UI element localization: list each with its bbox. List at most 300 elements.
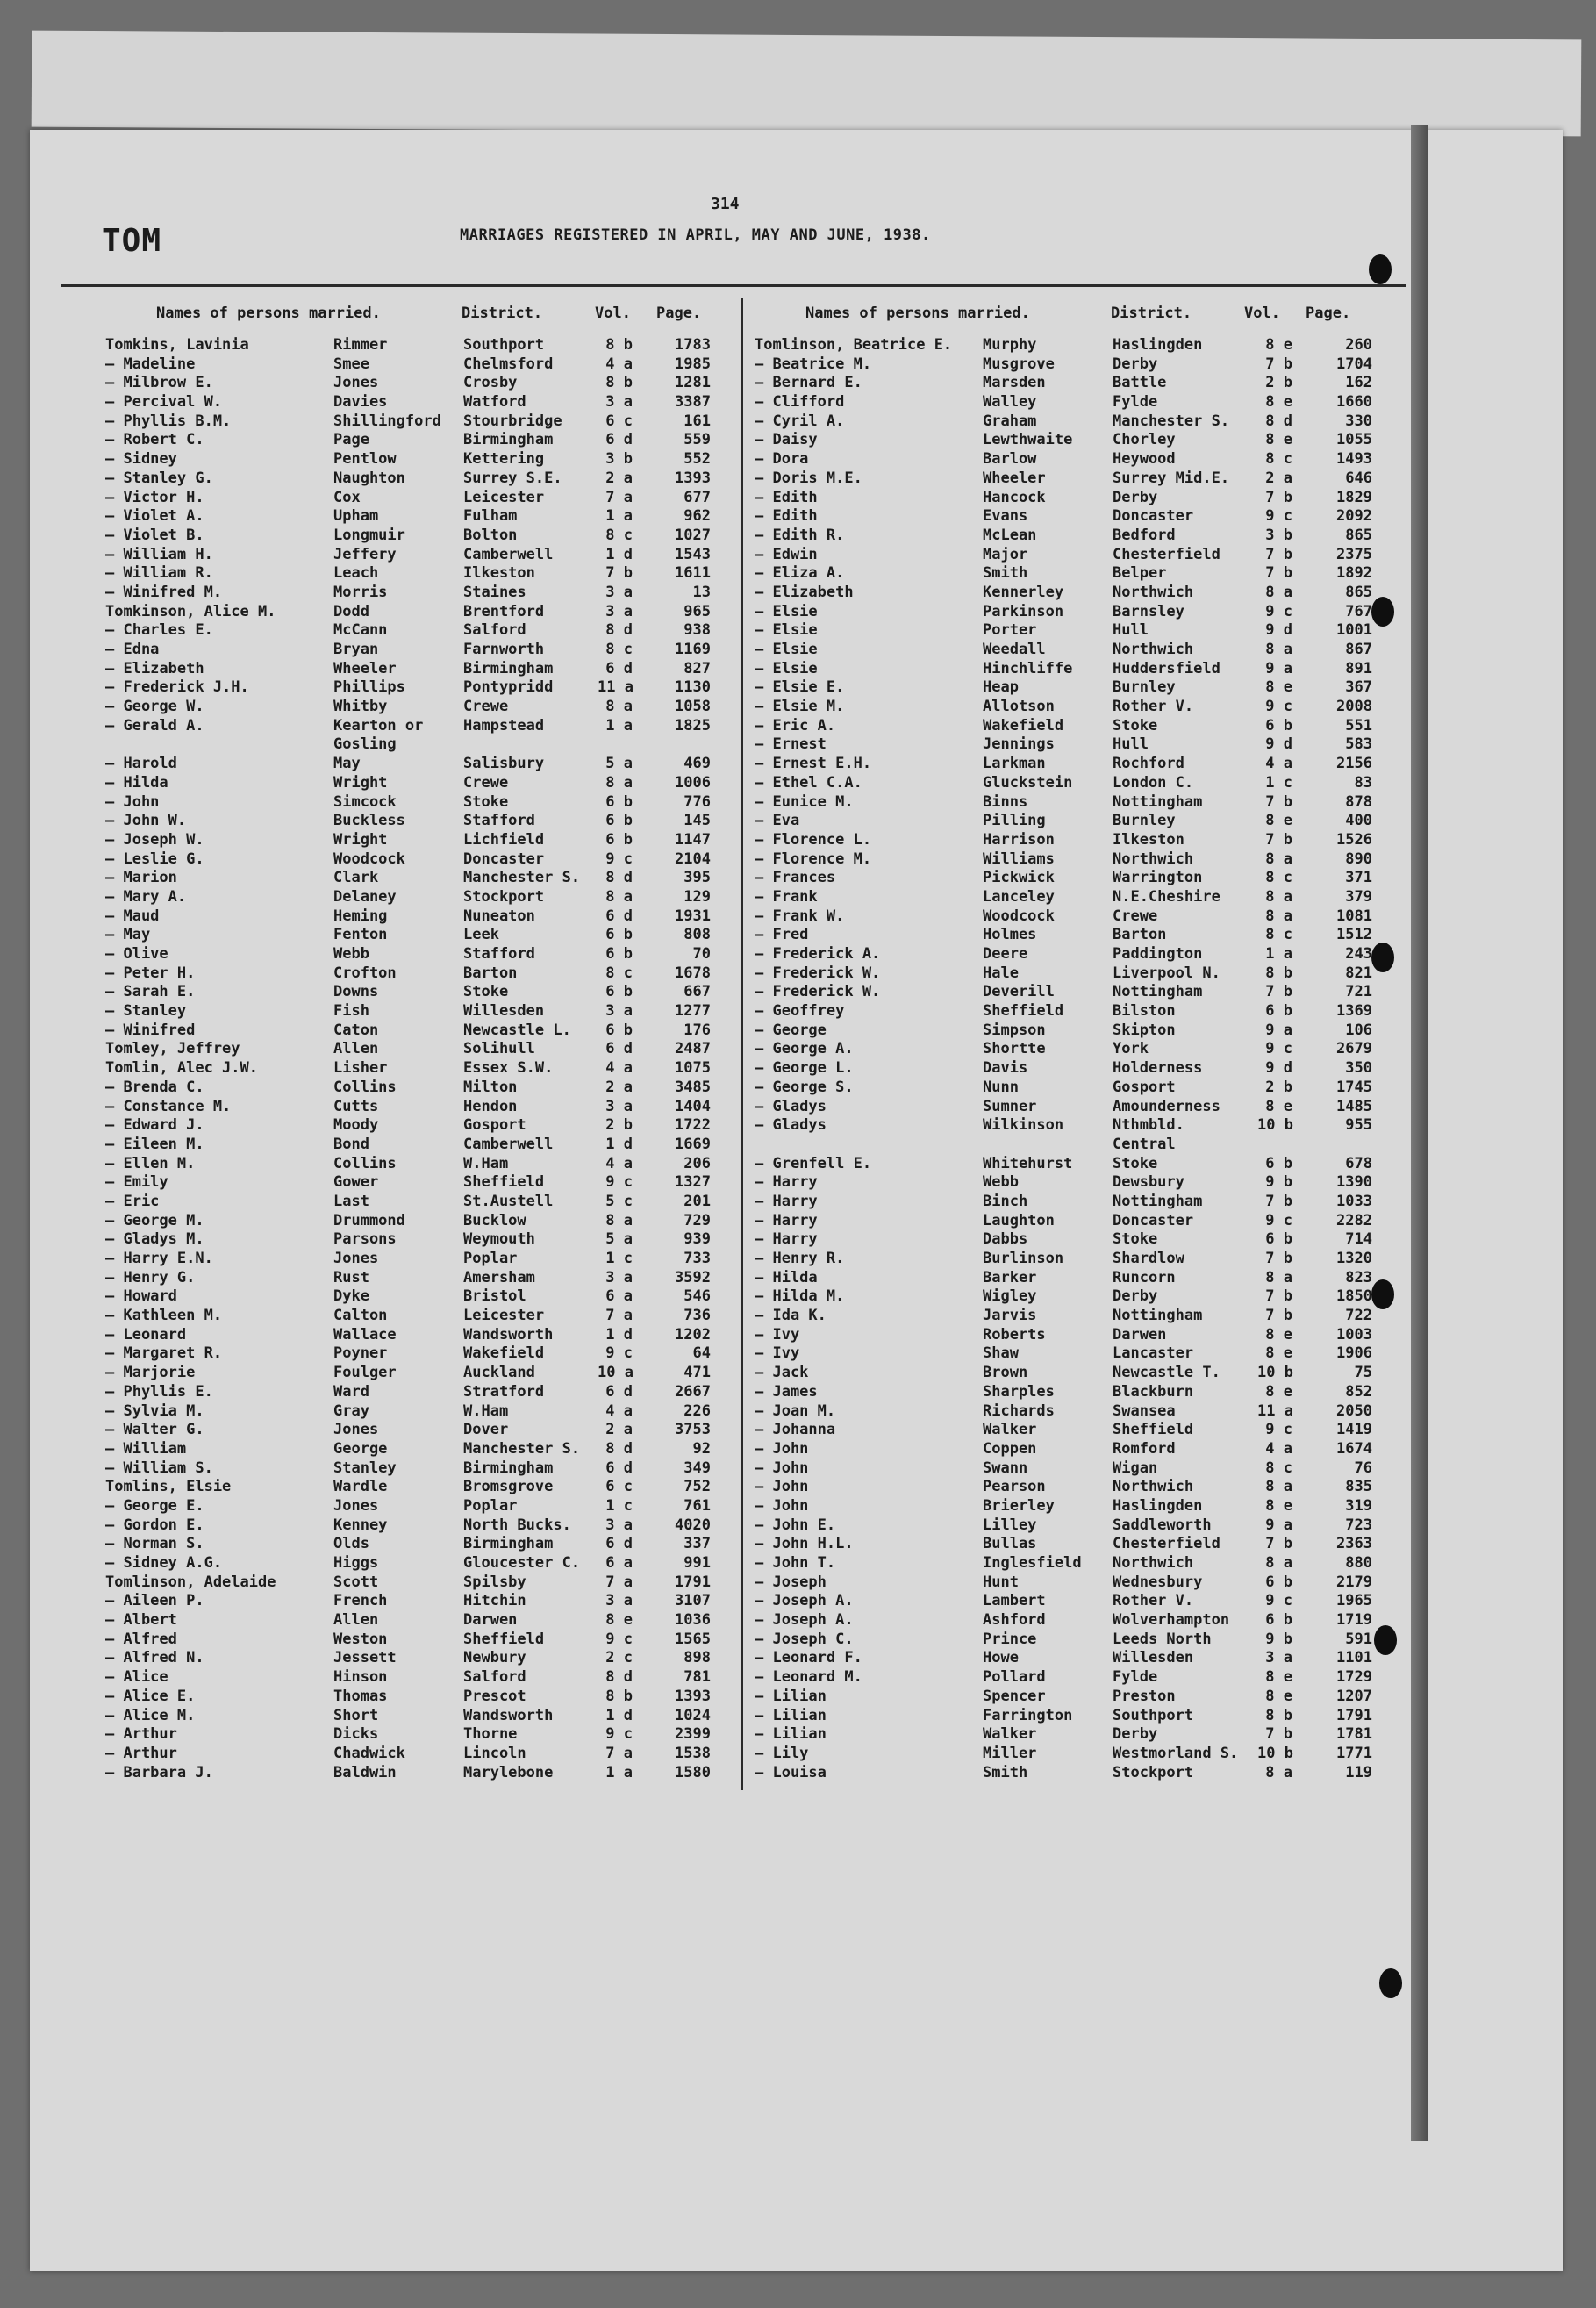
entry-page: 64 <box>692 1344 711 1363</box>
entry-volume: 9 c <box>605 1173 633 1192</box>
entry-district: Marylebone <box>463 1763 554 1781</box>
entry-page: 3753 <box>675 1421 711 1439</box>
entry-spouse: Hinchliffe <box>983 659 1073 677</box>
entry-page: 821 <box>1345 964 1372 982</box>
entry-spouse: Heap <box>983 678 1019 697</box>
entry-volume: 8 c <box>605 964 633 982</box>
entry-name: — Ida K. <box>755 1307 827 1325</box>
entry-volume: 2 a <box>605 1421 633 1439</box>
entry-name: — Joseph W. <box>105 830 204 849</box>
entry-name: — Margaret R. <box>105 1344 223 1363</box>
entry-name: — Marjorie <box>105 1364 196 1382</box>
entry-page: 260 <box>1345 336 1372 354</box>
entry-volume: 9 c <box>605 849 633 868</box>
entry-volume: 1 d <box>605 1706 633 1724</box>
entry-volume: 9 c <box>1265 1421 1292 1439</box>
entry-district: Barton <box>463 964 518 982</box>
entry-spouse: Wigley <box>983 1287 1037 1306</box>
entry-district: Newbury <box>463 1649 526 1667</box>
entry-name: — Stanley G. <box>105 469 213 487</box>
entry-spouse: Woodcock <box>983 907 1055 925</box>
entry-page: 13 <box>692 583 711 601</box>
entry-spouse: Hancock <box>983 488 1046 506</box>
entry-page: 367 <box>1345 678 1372 697</box>
entry-name: Tomlins, Elsie <box>105 1478 232 1496</box>
entry-volume: 1 a <box>605 1763 633 1781</box>
entry-volume: 4 a <box>1265 1439 1292 1458</box>
entry-page: 1130 <box>675 678 711 697</box>
entry-volume: 7 b <box>1265 1535 1292 1553</box>
entry-volume: 6 b <box>1265 716 1292 735</box>
entry-name: — George A. <box>755 1040 854 1058</box>
entry-page: 162 <box>1345 374 1372 392</box>
entry-spouse: Kenney <box>333 1516 388 1534</box>
entry-page: 1783 <box>675 336 711 354</box>
entry-district: Southport <box>1113 1706 1194 1724</box>
entry-spouse: Roberts <box>983 1325 1046 1344</box>
entry-spouse: Foulger <box>333 1364 397 1382</box>
entry-name: — Edith R. <box>755 526 845 544</box>
entry-district: North Bucks. <box>463 1516 571 1534</box>
entry-name: — Frederick W. <box>755 964 881 982</box>
entry-page: 330 <box>1345 412 1372 430</box>
entry-name: — Violet B. <box>105 526 204 544</box>
entry-name: — Elizabeth <box>755 583 854 601</box>
entry-spouse: Caton <box>333 1021 379 1039</box>
entry-page: 1006 <box>675 773 711 792</box>
entry-spouse: Allotson <box>983 698 1055 716</box>
entry-name: — Louisa <box>755 1763 827 1781</box>
entry-name: — Joseph A. <box>755 1611 854 1630</box>
entry-district: Surrey Mid.E. <box>1113 469 1230 487</box>
entry-page: 395 <box>683 869 711 887</box>
entry-volume: 8 a <box>1265 641 1292 658</box>
entry-district: Wolverhampton <box>1113 1611 1230 1630</box>
entry-spouse: Porter <box>983 621 1037 640</box>
entry-name: — Gladys <box>755 1116 827 1135</box>
entry-page: 552 <box>683 450 711 469</box>
entry-volume: 7 b <box>1265 564 1292 583</box>
entry-district: Doncaster <box>1113 507 1194 526</box>
entry-name: — Aileen P. <box>105 1592 204 1610</box>
entry-name: — Maud <box>105 907 160 925</box>
entry-spouse: Shillingford <box>333 412 441 430</box>
entry-name: — Phyllis B.M. <box>105 412 232 430</box>
entry-spouse: Dabbs <box>983 1230 1028 1249</box>
entry-spouse: Stanley <box>333 1459 397 1477</box>
entry-name: — Sidney A.G. <box>105 1554 223 1572</box>
entry-spouse: Fenton <box>333 926 388 944</box>
entry-district: Chelmsford <box>463 355 554 373</box>
entry-spouse: Weedall <box>983 641 1046 658</box>
entry-volume: 8 e <box>1265 812 1292 830</box>
entry-volume: 7 a <box>605 1744 633 1762</box>
entry-volume: 9 c <box>1265 602 1292 620</box>
entry-page: 865 <box>1345 526 1372 544</box>
entry-volume: 6 d <box>605 1040 633 1058</box>
header-page: Page. <box>1306 305 1351 322</box>
entry-page: 2092 <box>1336 507 1372 526</box>
entry-page: 1825 <box>675 716 711 735</box>
entry-volume: 8 b <box>605 374 633 392</box>
entry-name: — Stanley <box>105 1002 187 1021</box>
entry-name: — Phyllis E. <box>105 1382 213 1401</box>
entry-volume: 3 a <box>1265 1649 1292 1667</box>
entry-page: 767 <box>1345 602 1372 620</box>
entry-spouse: Richards <box>983 1401 1055 1420</box>
entry-volume: 8 a <box>1265 1554 1292 1572</box>
entry-district: Spilsby <box>463 1573 526 1591</box>
entry-district: Crewe <box>463 698 509 716</box>
entry-district: Wandsworth <box>463 1706 554 1724</box>
entry-name: — Albert <box>105 1611 177 1630</box>
entry-spouse: Sumner <box>983 1097 1037 1115</box>
entry-name: — Beatrice M. <box>755 355 872 373</box>
entry-name: Tomley, Jeffrey <box>105 1040 240 1058</box>
entry-spouse: Allen <box>333 1611 379 1630</box>
entry-volume: 2 a <box>605 1078 633 1096</box>
entry-name: — Elsie M. <box>755 698 845 716</box>
entry-volume: 11 a <box>598 678 633 697</box>
entry-page: 337 <box>683 1535 711 1553</box>
entry-district: Crewe <box>463 773 509 792</box>
entry-district: Gosport <box>463 1116 526 1135</box>
entry-spouse: Whitby <box>333 698 388 716</box>
entry-page: 70 <box>692 945 711 963</box>
entry-name: — James <box>755 1382 818 1401</box>
entry-name: — Edna <box>105 641 160 658</box>
entry-name: — Alfred <box>105 1630 177 1648</box>
entry-volume: 2 c <box>605 1649 633 1667</box>
entry-district: Saddleworth <box>1113 1516 1212 1534</box>
entry-page: 379 <box>1345 887 1372 906</box>
punch-hole-icon <box>1374 1625 1397 1655</box>
entry-name: — Doris M.E. <box>755 469 862 487</box>
entry-volume: 8 c <box>605 526 633 544</box>
entry-page: 1281 <box>675 374 711 392</box>
entry-name: — William R. <box>105 564 213 583</box>
entry-name: — Peter H. <box>105 964 196 982</box>
entry-name: — Johanna <box>755 1421 836 1439</box>
entry-spouse: Jennings <box>983 735 1055 754</box>
entry-page: 761 <box>683 1496 711 1515</box>
entry-spouse: Gluckstein <box>983 773 1073 792</box>
entry-district: Wigan <box>1113 1459 1158 1477</box>
entry-spouse: Jones <box>333 1496 379 1515</box>
entry-page: 226 <box>683 1401 711 1420</box>
entry-district: Lincoln <box>463 1744 526 1762</box>
entry-volume: 8 e <box>1265 393 1292 412</box>
entry-volume: 9 d <box>1265 735 1292 754</box>
entry-district: Weymouth <box>463 1230 535 1249</box>
entry-name: — Ivy <box>755 1344 800 1363</box>
entry-spouse: Binch <box>983 1192 1028 1210</box>
entry-spouse: Webb <box>333 945 369 963</box>
entry-name: — Marion <box>105 869 177 887</box>
entry-name: — Leonard F. <box>755 1649 862 1667</box>
entry-volume: 8 a <box>1265 887 1292 906</box>
entry-district: Wakefield <box>463 1344 545 1363</box>
entry-name: — George M. <box>105 1211 204 1229</box>
entry-page: 736 <box>683 1307 711 1325</box>
entry-volume: 9 c <box>1265 1211 1292 1229</box>
entry-volume: 6 b <box>605 945 633 963</box>
entry-name: — Gladys <box>755 1097 827 1115</box>
entry-district: Manchester S. <box>463 1439 581 1458</box>
entry-district: Bolton <box>463 526 518 544</box>
entry-spouse: Heming <box>333 907 388 925</box>
entry-page: 2667 <box>675 1382 711 1401</box>
entry-district: Stratford <box>463 1382 545 1401</box>
entry-spouse: Wheeler <box>983 469 1046 487</box>
entry-name: — Joan M. <box>755 1401 836 1420</box>
entry-district: Milton <box>463 1078 518 1096</box>
entry-volume: 8 a <box>605 698 633 716</box>
entry-page: 1678 <box>675 964 711 982</box>
entry-name: — Alfred N. <box>105 1649 204 1667</box>
entry-volume: 4 a <box>605 1401 633 1420</box>
entry-district: Heywood <box>1113 450 1176 469</box>
entry-district: Huddersfield <box>1113 659 1220 677</box>
entry-name: — Daisy <box>755 431 818 449</box>
entry-page: 1493 <box>1336 450 1372 469</box>
entry-name: — William <box>105 1439 187 1458</box>
entry-page: 1419 <box>1336 1421 1372 1439</box>
entry-district: Romford <box>1113 1439 1176 1458</box>
entry-spouse: Jarvis <box>983 1307 1037 1325</box>
entry-spouse: Baldwin <box>333 1763 397 1781</box>
entry-name: — Robert C. <box>105 431 204 449</box>
entry-spouse: Cutts <box>333 1097 379 1115</box>
entry-page: 722 <box>1345 1307 1372 1325</box>
entry-page: 1001 <box>1336 621 1372 640</box>
entry-page: 471 <box>683 1364 711 1382</box>
entry-name: — Henry R. <box>755 1250 845 1267</box>
entry-district: Sheffield <box>463 1173 545 1192</box>
entry-volume: 8 c <box>1265 1459 1292 1477</box>
entry-page: 3485 <box>675 1078 711 1096</box>
entry-spouse: Murphy <box>983 336 1037 354</box>
entry-spouse: Last <box>333 1192 369 1210</box>
entry-page: 2008 <box>1336 698 1372 716</box>
entry-name: — John H.L. <box>755 1535 854 1553</box>
entry-spouse: Coppen <box>983 1439 1037 1458</box>
entry-page: 678 <box>1345 1154 1372 1172</box>
entry-district: Warrington <box>1113 869 1203 887</box>
entry-spouse: Barlow <box>983 450 1037 469</box>
entry-volume: 3 a <box>605 393 633 412</box>
entry-page: 723 <box>1345 1516 1372 1534</box>
entry-page: 1771 <box>1336 1744 1372 1762</box>
entry-page: 1055 <box>1336 431 1372 449</box>
entry-volume: 8 d <box>605 1668 633 1687</box>
entry-page: 646 <box>1345 469 1372 487</box>
entry-volume: 8 a <box>605 773 633 792</box>
entry-volume: 10 b <box>1257 1744 1293 1762</box>
entry-name: — Edwin <box>755 545 818 563</box>
entry-name: — Elsie <box>755 602 818 620</box>
entry-spouse: Olds <box>333 1535 369 1553</box>
entry-name: — Eric <box>105 1192 160 1210</box>
entry-page: 991 <box>683 1554 711 1572</box>
entry-district: Leeds North <box>1113 1630 1212 1648</box>
entry-spouse: Jessett <box>333 1649 397 1667</box>
entry-volume: 8 a <box>605 887 633 906</box>
entry-district: Northwich <box>1113 641 1194 658</box>
entry-district: St.Austell <box>463 1192 554 1210</box>
entry-page: 827 <box>683 659 711 677</box>
entry-page: 1669 <box>675 1135 711 1153</box>
entry-volume: 1 c <box>605 1496 633 1515</box>
entry-volume: 8 e <box>1265 1496 1292 1515</box>
entry-name: — George E. <box>105 1496 204 1515</box>
entry-page: 1965 <box>1336 1592 1372 1610</box>
entry-spouse: Bond <box>333 1135 369 1153</box>
entry-district: Barnsley <box>1113 602 1184 620</box>
entry-district: Hampstead <box>463 716 545 735</box>
entry-volume: 7 b <box>605 564 633 583</box>
entry-spouse: Inglesfield <box>983 1554 1082 1572</box>
entry-page: 2050 <box>1336 1401 1372 1420</box>
entry-spouse: Dyke <box>333 1287 369 1306</box>
entry-district: Birmingham <box>463 1459 554 1477</box>
entry-name: — Olive <box>105 945 168 963</box>
entry-volume: 7 b <box>1265 1192 1292 1210</box>
entry-volume: 9 c <box>605 1725 633 1744</box>
entry-name: — William S. <box>105 1459 213 1477</box>
entry-volume: 8 b <box>1265 1706 1292 1724</box>
entry-volume: 6 a <box>605 1287 633 1306</box>
entry-page: 1390 <box>1336 1173 1372 1192</box>
entry-spouse: Simcock <box>333 792 397 811</box>
entry-page: 2156 <box>1336 755 1372 773</box>
entry-spouse: Wright <box>333 830 388 849</box>
entry-spouse: Hunt <box>983 1573 1019 1591</box>
entry-page: 400 <box>1345 812 1372 830</box>
entry-spouse: Wallace <box>333 1325 397 1344</box>
entry-name: Tomkins, Lavinia <box>105 336 249 354</box>
entry-district: Nottingham <box>1113 792 1203 811</box>
entry-spouse: Shortte <box>983 1040 1046 1058</box>
entry-district: Doncaster <box>1113 1211 1194 1229</box>
entry-page: 83 <box>1354 773 1372 792</box>
entry-name: — Elsie <box>755 659 818 677</box>
entry-spouse: Evans <box>983 507 1028 526</box>
entry-spouse: Lisher <box>333 1059 388 1078</box>
entry-name: — Bernard E. <box>755 374 862 392</box>
entry-volume: 7 b <box>1265 488 1292 506</box>
entry-district: Stoke <box>1113 716 1158 735</box>
entry-spouse: Graham <box>983 412 1037 430</box>
entry-volume: 1 a <box>1265 945 1292 963</box>
entry-name: — Elsie E. <box>755 678 845 697</box>
entry-district: Stoke <box>1113 1154 1158 1172</box>
entry-page: 591 <box>1345 1630 1372 1648</box>
entry-district: Haslingden <box>1113 336 1203 354</box>
entry-name: — Ellen M. <box>105 1154 196 1172</box>
entry-district: Bilston <box>1113 1002 1176 1021</box>
entry-district: Fylde <box>1113 393 1158 412</box>
entry-page: 1058 <box>675 698 711 716</box>
entry-spouse: Pearson <box>983 1478 1046 1496</box>
entry-spouse: Hinson <box>333 1668 388 1687</box>
entry-spouse: Woodcock <box>333 849 405 868</box>
entry-page: 776 <box>683 792 711 811</box>
entry-spouse: Parsons <box>333 1230 397 1249</box>
entry-page: 1985 <box>675 355 711 373</box>
entry-district: Derby <box>1113 488 1158 506</box>
entry-district: Stockport <box>463 887 545 906</box>
entry-spouse: Walker <box>983 1725 1037 1744</box>
entry-name: — Leonard <box>105 1325 187 1344</box>
entry-name: — Harry <box>755 1211 818 1229</box>
punch-hole-icon <box>1371 597 1394 627</box>
entry-district: Bucklow <box>463 1211 526 1229</box>
entry-page: 2363 <box>1336 1535 1372 1553</box>
entry-page: 1719 <box>1336 1611 1372 1630</box>
entry-page: 1722 <box>675 1116 711 1135</box>
entry-spouse: Hale <box>983 964 1019 982</box>
entry-district: Northwich <box>1113 1554 1194 1572</box>
entry-name: — George <box>755 1021 827 1039</box>
entry-district: Camberwell <box>463 545 554 563</box>
entry-district: Central <box>1113 1135 1176 1153</box>
entry-district: Nthmbld. <box>1113 1116 1184 1135</box>
entry-district: Blackburn <box>1113 1382 1194 1401</box>
page-title: MARRIAGES REGISTERED IN APRIL, MAY AND JUNE, 1938. <box>460 226 931 244</box>
entry-spouse: Burlinson <box>983 1250 1064 1267</box>
entry-district: Thorne <box>463 1725 518 1744</box>
entry-volume: 3 b <box>605 450 633 469</box>
entry-volume: 1 d <box>605 1325 633 1344</box>
entry-volume: 7 a <box>605 488 633 506</box>
entry-spouse: Smith <box>983 564 1028 583</box>
punch-hole-icon <box>1371 943 1394 972</box>
entry-volume: 5 a <box>605 755 633 773</box>
entry-spouse: Davis <box>983 1059 1028 1078</box>
entry-page: 1320 <box>1336 1250 1372 1267</box>
entry-name: — John <box>755 1478 809 1496</box>
entry-volume: 9 a <box>1265 1021 1292 1039</box>
entry-volume: 8 d <box>1265 412 1292 430</box>
entry-district: Brentford <box>463 602 545 620</box>
entry-district: Hull <box>1113 735 1149 754</box>
entry-spouse: May <box>333 755 361 773</box>
entry-volume: 7 b <box>1265 792 1292 811</box>
surname-index-tag: TOM <box>102 223 162 259</box>
entry-district: Poplar <box>463 1496 518 1515</box>
header-vol: Vol. <box>1244 305 1280 322</box>
entry-district: Birmingham <box>463 431 554 449</box>
entry-district: Willesden <box>463 1002 545 1021</box>
entry-volume: 2 b <box>1265 1078 1292 1096</box>
entry-district: Rother V. <box>1113 698 1194 716</box>
entry-spouse: Dodd <box>333 602 369 620</box>
entry-name: — Hilda M. <box>755 1287 845 1306</box>
entry-district: Salford <box>463 1668 526 1687</box>
entry-spouse: Sheffield <box>983 1002 1064 1021</box>
entry-name: — Norman S. <box>105 1535 204 1553</box>
entry-volume: 8 b <box>1265 964 1292 982</box>
entry-page: 1829 <box>1336 488 1372 506</box>
entry-volume: 3 a <box>605 602 633 620</box>
entry-spouse: Holmes <box>983 926 1037 944</box>
entry-page: 1207 <box>1336 1687 1372 1705</box>
entry-volume: 8 a <box>1265 907 1292 925</box>
entry-page: 119 <box>1345 1763 1372 1781</box>
entry-name: — Joseph A. <box>755 1592 854 1610</box>
entry-volume: 8 d <box>605 869 633 887</box>
